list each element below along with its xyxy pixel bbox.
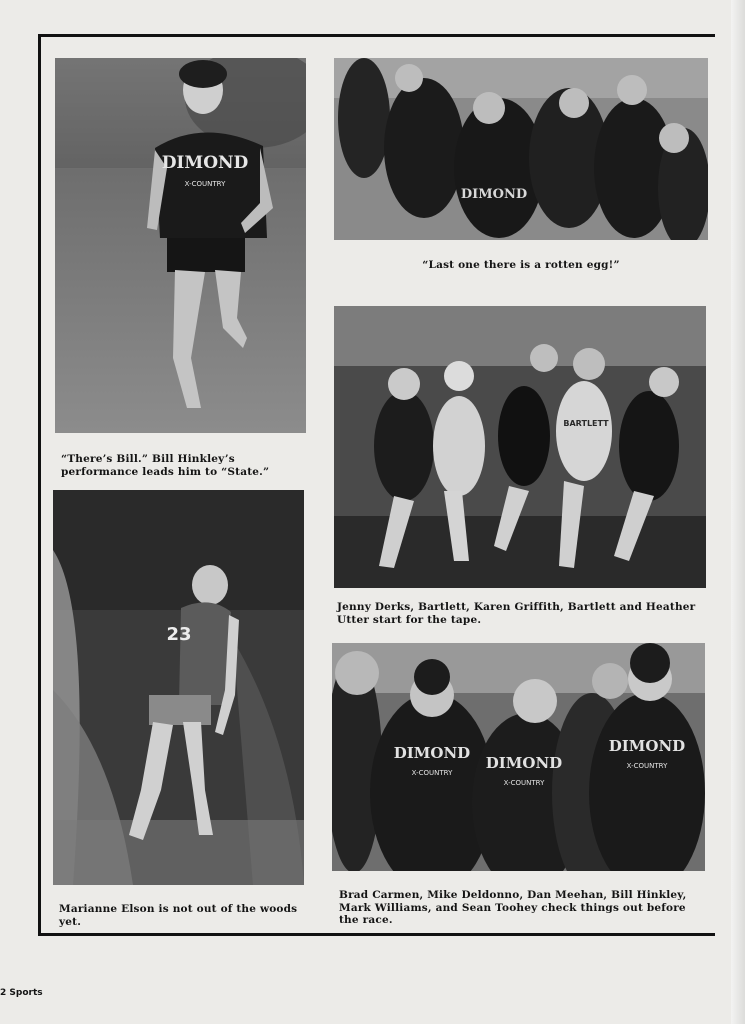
shirt-text-left: DIMOND — [393, 744, 471, 762]
photo-marianne — [53, 490, 304, 885]
shirt-text: DIMOND — [460, 187, 528, 202]
jersey-number: 23 — [166, 624, 192, 645]
shirt-subtext-left: X-COUNTRY — [411, 769, 453, 777]
shirt-text: BARTLETT — [563, 419, 609, 428]
page-folio: 2 Sports — [0, 988, 43, 998]
shirt-subtext-right: X-COUNTRY — [626, 762, 668, 770]
caption-boys-start: “Last one there is a rotten egg!” — [422, 259, 620, 271]
photo-bill-running — [55, 58, 306, 433]
shirt-text-middle: DIMOND — [485, 754, 563, 772]
photo-group — [332, 643, 705, 871]
photo-girls-start — [334, 306, 706, 588]
shirt-text: DIMOND — [161, 153, 249, 173]
caption-marianne: Marianne Elson is not out of the woods yet. — [59, 903, 298, 928]
photo-boys-start — [334, 58, 708, 240]
shirt-subtext: X-COUNTRY — [184, 180, 226, 188]
page-edge-shadow — [731, 0, 745, 1024]
caption-group: Brad Carmen, Mike Deldonno, Dan Meehan, Bill Hinkley, Mark Williams, and Sean Toohey check things out before the race. — [339, 889, 687, 926]
shirt-subtext-middle: X-COUNTRY — [503, 779, 545, 787]
caption-girls-start: Jenny Derks, Bartlett, Karen Griffith, Bartlett and Heather Utter start for the tape. — [337, 601, 696, 626]
caption-bill-running: “There’s Bill.” Bill Hinkley’s performance leads him to “State.” — [61, 453, 270, 478]
shirt-text-right: DIMOND — [608, 737, 686, 755]
